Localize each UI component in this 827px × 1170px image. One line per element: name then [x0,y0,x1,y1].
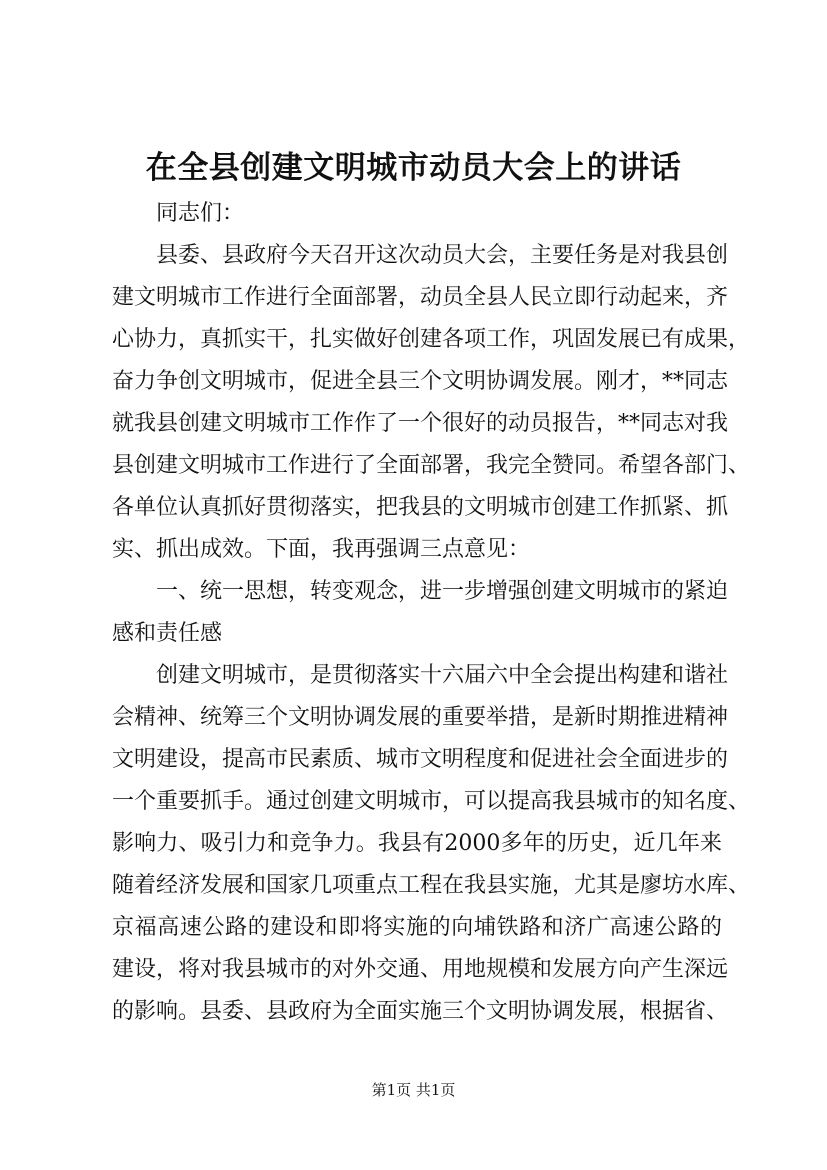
paragraph-line: 京福高速公路的建设和即将实施的向埔铁路和济广高速公路的 [112,915,722,940]
paragraph-line: 建设，将对我县城市的对外交通、用地规模和发展方向产生深远 [112,957,729,982]
salutation: 同志们： [156,201,245,226]
section-heading-line: 一、统一思想，转变观念，进一步增强创建文明城市的紧迫 [156,579,729,604]
paragraph-line: 会精神、统筹三个文明协调发展的重要举措，是新时期推进精神 [112,705,729,730]
paragraph-line: 文明建设，提高市民素质、城市文明程度和促进社会全面进步的 [112,747,729,772]
page-title: 在全县创建文明城市动员大会上的讲话 [145,150,682,186]
paragraph-line: 一个重要抓手。通过创建文明城市，可以提高我县城市的知名度、 [112,789,751,814]
page-footer: 第1页 共1页 [371,1081,456,1099]
paragraph-line: 心协力，真抓实干，扎实做好创建各项工作，巩固发展已有成果， [112,327,751,352]
paragraph-line: 影响力、吸引力和竞争力。我县有2000多年的历史，近几年来 [112,831,722,856]
paragraph-line: 奋力争创文明城市，促进全县三个文明协调发展。刚才，**同志 [112,369,729,394]
section-heading-line: 感和责任感 [112,621,223,646]
paragraph-line: 县委、县政府今天召开这次动员大会，主要任务是对我县创 [156,243,729,268]
paragraph-line: 的影响。县委、县政府为全面实施三个文明协调发展，根据省、 [112,999,729,1024]
paragraph-line: 实、抓出成效。下面，我再强调三点意见： [112,537,531,562]
paragraph-line: 县创建文明城市工作进行了全面部署，我完全赞同。希望各部门、 [112,453,751,478]
paragraph-line: 建文明城市工作进行全面部署，动员全县人民立即行动起来，齐 [112,285,729,310]
paragraph-line: 随着经济发展和国家几项重点工程在我县实施，尤其是廖坊水库、 [112,873,751,898]
paragraph-line: 各单位认真抓好贯彻落实，把我县的文明城市创建工作抓紧、抓 [112,495,729,520]
paragraph-line: 创建文明城市，是贯彻落实十六届六中全会提出构建和谐社 [156,663,729,688]
paragraph-line: 就我县创建文明城市工作作了一个很好的动员报告，**同志对我 [112,411,729,436]
